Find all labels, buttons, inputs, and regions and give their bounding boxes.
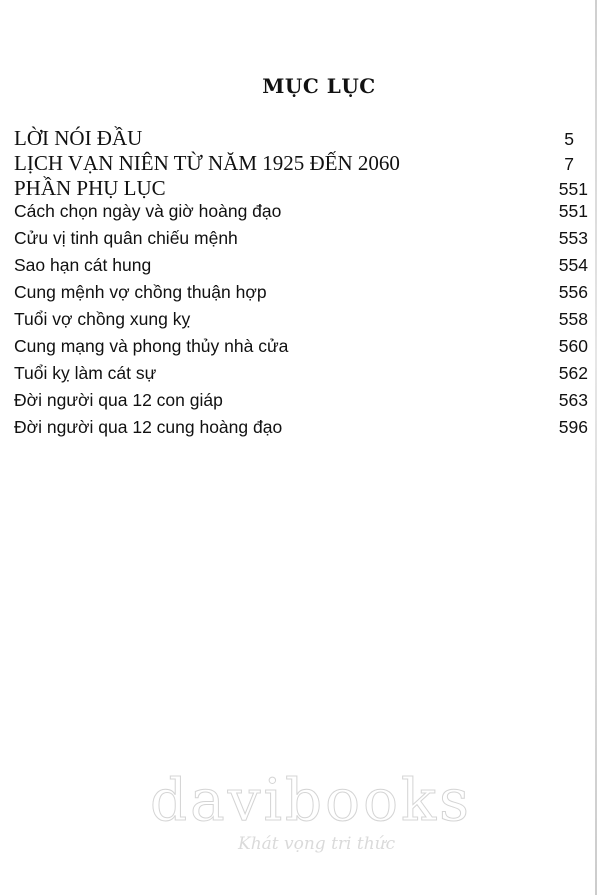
toc-entry xyxy=(14,336,588,363)
toc-entry xyxy=(14,309,588,336)
toc-entry-label: Sao hạn cát hung xyxy=(14,255,152,275)
toc-entry-page: 596 xyxy=(558,417,588,437)
toc-entry-label: Cách chọn ngày và giờ hoàng đạo xyxy=(14,201,282,221)
toc-entry-label: LỜI NÓI ĐẦU xyxy=(14,126,143,150)
toc-entry-label: Đời người qua 12 con giáp xyxy=(14,390,223,410)
toc-entry-page: 553 xyxy=(558,228,588,248)
toc-entry xyxy=(14,255,588,282)
toc-entry-page: 7 xyxy=(564,154,574,174)
toc-entry xyxy=(14,363,588,390)
page-edge-line xyxy=(595,0,597,895)
watermark-brand: davibooks xyxy=(150,766,472,834)
toc-entry-label: Cung mệnh vợ chồng thuận hợp xyxy=(14,282,267,302)
toc-entry-page: 558 xyxy=(558,309,588,329)
toc-entry-label: LỊCH VẠN NIÊN TỪ NĂM 1925 ĐẾN 2060 xyxy=(14,151,400,175)
toc-entry-label: Đời người qua 12 cung hoàng đạo xyxy=(14,417,283,437)
toc-entry xyxy=(14,126,588,151)
toc-entry-page: 551 xyxy=(558,201,588,221)
toc-entry-label: Tuổi kỵ làm cát sự xyxy=(14,363,157,383)
toc-entry xyxy=(14,176,588,201)
toc-entry-label: Cửu vị tinh quân chiếu mệnh xyxy=(14,228,238,248)
toc-entry xyxy=(14,282,588,309)
toc-title: MỤC LỤC xyxy=(262,74,376,98)
toc-entry-page: 551 xyxy=(558,179,588,199)
toc-entry xyxy=(14,417,588,444)
toc-entry xyxy=(14,228,588,255)
toc-entry-page: 560 xyxy=(558,336,588,356)
toc-entry-page: 554 xyxy=(558,255,588,275)
toc-entry xyxy=(14,151,588,176)
toc-entry-label: Cung mạng và phong thủy nhà cửa xyxy=(14,336,289,356)
toc-entry-page: 556 xyxy=(558,282,588,302)
toc-entry-label: PHẦN PHỤ LỤC xyxy=(14,176,166,200)
toc-entry-page: 563 xyxy=(558,390,588,410)
toc-entry xyxy=(14,390,588,417)
table-of-contents xyxy=(14,126,588,444)
toc-entry-page: 5 xyxy=(564,129,574,149)
toc-entry-page: 562 xyxy=(558,363,588,383)
toc-entry-label: Tuổi vợ chồng xung kỵ xyxy=(14,309,191,329)
toc-entry xyxy=(14,201,588,228)
watermark-slogan: Khát vọng tri thức xyxy=(238,834,396,854)
watermark xyxy=(150,766,472,854)
